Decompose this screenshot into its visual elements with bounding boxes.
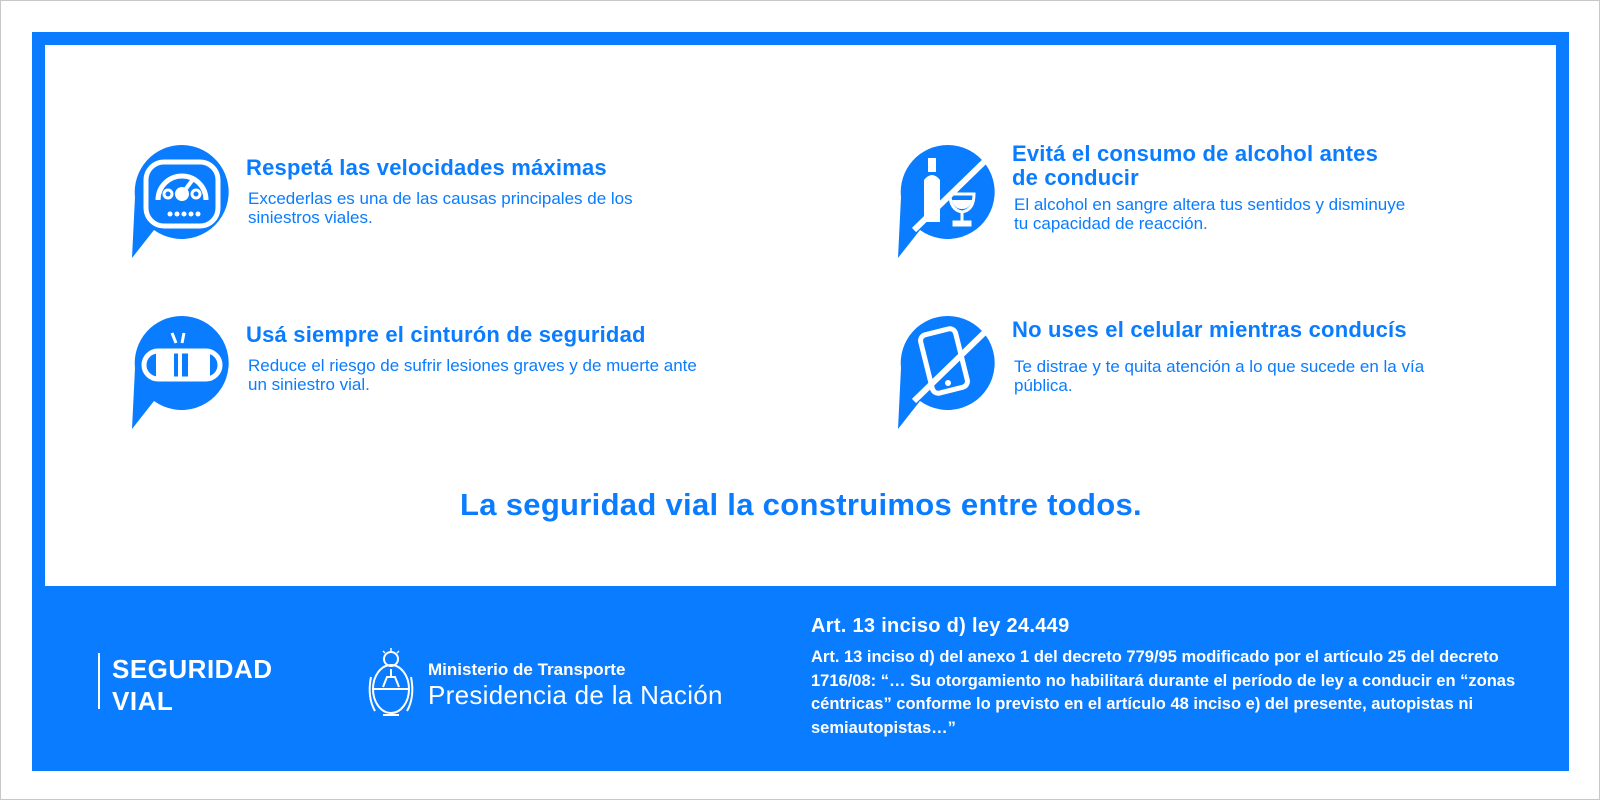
tip-title: Respetá las velocidades máximas: [246, 155, 607, 180]
article-text: Art. 13 inciso d) del anexo 1 del decreto 779/95 modificado por el artículo 25 del decreto 1716/08: “… Su otorgamiento no habilitará durante el período de ley a conducir en “zonas céntricas” conforme lo previsto en el artículo 48 inciso e) del presente, autopistas ni semiautopistas…”: [811, 648, 1516, 737]
national-seal-icon: [365, 647, 417, 721]
tip-title: No uses el celular mientras conducís: [1012, 317, 1407, 342]
tip-text: Excederlas es una de las causas principales de los siniestros viales.: [248, 189, 633, 227]
speedometer-icon: [132, 142, 232, 262]
tip-text: Te distrae y te quita atención a lo que sucede en la vía pública.: [1014, 357, 1425, 395]
seguridad-vial-logo: [98, 653, 273, 716]
tip-title: Evitá el consumo de alcohol antes de conducir: [1012, 141, 1379, 190]
article-title: Art. 13 inciso d) ley 24.449: [811, 615, 1070, 637]
legal-article: [811, 615, 1521, 740]
tip-title: Usá siempre el cinturón de seguridad: [246, 322, 646, 347]
seatbelt-icon: [132, 313, 232, 433]
slogan: La seguridad vial la construimos entre todos.: [460, 487, 1142, 522]
ministry-name: Ministerio de Transporte: [428, 660, 626, 679]
no-alcohol-icon: [898, 142, 998, 262]
brand-line1: SEGURIDAD: [112, 654, 273, 684]
brand-line2: VIAL: [112, 686, 174, 716]
ministry-block: [428, 660, 723, 710]
tip-text: Reduce el riesgo de sufrir lesiones graves y de muerte ante un siniestro vial.: [248, 356, 697, 394]
tip-text: El alcohol en sangre altera tus sentidos y disminuye tu capacidad de reacción.: [1014, 195, 1406, 233]
no-phone-icon: [898, 313, 998, 433]
presidency-name: Presidencia de la Nación: [428, 680, 723, 710]
